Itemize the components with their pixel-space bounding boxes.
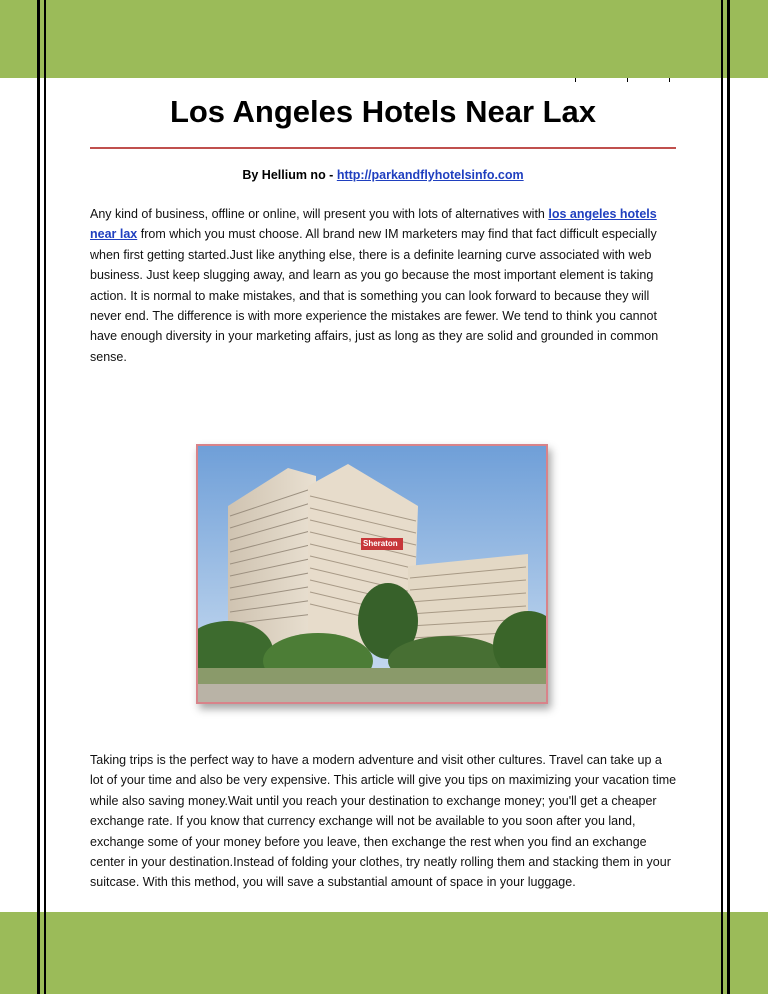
byline xyxy=(90,166,676,184)
hotel-photo xyxy=(196,444,548,704)
corner-tick xyxy=(627,78,628,82)
paragraph-travel: Taking trips is the perfect way to have a modern adventure and visit other cultures. Travel can take up a lot of your time and also be very expensive. This article will give you tips on maximizing your vacation time while also saving money.Wait until you reach your destination to exchange money; you'll get a cheaper exchange rate. If you know that currency exchange will not be available to you soon after you land, exchange some of your money before you leave, then exchange the rest when you find an exchange center in your destination.Instead of folding your clothes, try neatly rolling them and stacking them in your suitcase. With this method, you will save a substantial amount of space in your luggage. xyxy=(90,753,677,890)
hotel-photo-illustration xyxy=(198,446,546,702)
left-border-line xyxy=(37,0,40,994)
left-border-line-inner xyxy=(44,0,46,994)
right-border-line xyxy=(721,0,723,994)
paragraph-intro-after: from which you must choose. All brand new IM marketers may find that fact difficult especially when first getting started.Just like anything else, there is a definite learning curve associated with web business. Just keep slugging away, and learn as you go because the most important element is taking action. It is normal to make mistakes, and that is something you can look forward to because they will never end. The difference is with more experience the mistakes are fewer. We tend to think you cannot have enough diversity in your marketing affairs, just as long as they are solid and grounded in common sense. xyxy=(90,227,659,364)
corner-tick xyxy=(575,78,576,82)
page-title: Los Angeles Hotels Near Lax xyxy=(169,94,597,129)
footer-band xyxy=(0,912,768,994)
right-border-line-outer xyxy=(727,0,730,994)
header-band xyxy=(0,0,768,78)
paragraph-intro xyxy=(90,204,678,367)
hotel-sign-text: Sheraton xyxy=(363,539,398,548)
corner-tick xyxy=(669,78,670,82)
title-rule xyxy=(90,147,676,149)
hotels-near-lax-link[interactable]: los angeles hotels near lax xyxy=(90,207,657,242)
byline-author: By Hellium no - xyxy=(242,168,334,182)
byline-url-link[interactable]: http://parkandflyhotelsinfo.com xyxy=(336,168,524,182)
paragraph-intro-before: Any kind of business, offline or online, will present you with lots of alternatives with xyxy=(90,207,549,221)
